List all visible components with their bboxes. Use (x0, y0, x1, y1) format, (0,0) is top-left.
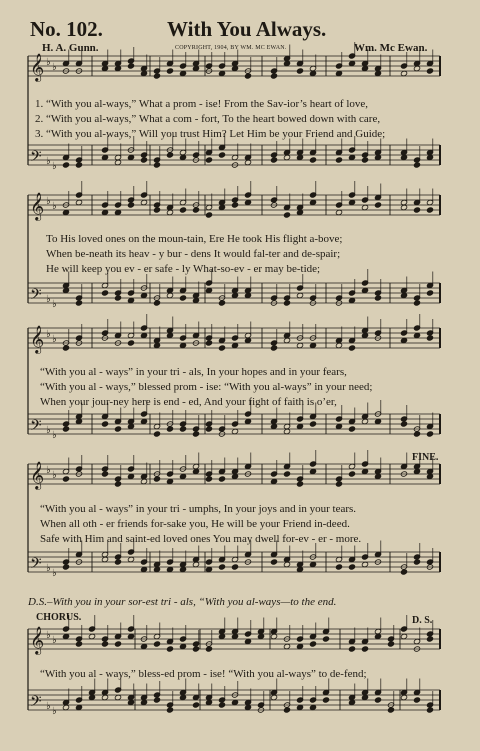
notehead (166, 707, 173, 713)
notehead (166, 68, 173, 74)
notehead (114, 426, 121, 432)
notehead (75, 300, 82, 306)
lyric-line: 3. “With you al-ways,” Will you trust Him? Let Him be your Friend and Guide; (35, 128, 386, 140)
bass-clef: 𝄢 (30, 286, 42, 307)
notehead (153, 697, 160, 703)
notehead (62, 476, 69, 482)
flat-sign: ♭ (46, 196, 51, 207)
notehead (218, 702, 225, 708)
notehead (270, 559, 277, 565)
lyric-line: When all oth - er friends for-sake you, He will be your Friend in-deed. (40, 518, 350, 530)
notehead (192, 207, 199, 213)
notehead (348, 646, 355, 652)
notehead (153, 207, 160, 213)
notehead (231, 202, 238, 208)
notehead (153, 73, 160, 79)
notehead (348, 564, 355, 570)
ds-lyric-line: D.S.–With you in your sor-est tri - als, “With you al-ways—to the end. (28, 596, 337, 608)
flat-sign: ♭ (46, 425, 51, 436)
notehead (179, 207, 186, 213)
notehead (387, 707, 394, 713)
notehead (192, 431, 199, 437)
notehead (283, 707, 290, 713)
notehead (309, 157, 316, 163)
notehead (153, 476, 160, 482)
flat-sign: ♭ (52, 470, 57, 481)
notehead (166, 426, 173, 432)
lyric-line: “With you al - ways,” blessed prom - ise: “With you al-ways” in your need; (40, 381, 373, 393)
notehead (127, 340, 134, 346)
notehead (413, 300, 420, 306)
copyright-notice: COPYRIGHT, 1904, BY WM. MC EWAN. (175, 45, 287, 51)
notehead (270, 73, 277, 79)
notehead (166, 646, 173, 652)
treble-clef: 𝄞 (30, 461, 45, 489)
flat-sign: ♭ (52, 635, 57, 646)
notehead (192, 702, 199, 708)
notehead (192, 646, 199, 652)
treble-clef: 𝄞 (30, 192, 45, 220)
treble-clef: 𝄞 (30, 53, 45, 81)
notehead (348, 345, 355, 351)
notehead (348, 426, 355, 432)
notehead (322, 697, 329, 703)
lyric-line: 1. “With you al-ways,” What a prom - ise! From the Sav-ior’s heart of love, (35, 98, 369, 110)
composer-credit: H. A. Gunn. (42, 42, 99, 54)
notehead (270, 345, 277, 351)
lyric-line: When your jour-ney here is end - ed, And your fight of faith is o’er, (40, 396, 337, 408)
flat-sign: ♭ (46, 156, 51, 167)
notehead (114, 559, 121, 565)
notehead (101, 421, 108, 427)
notehead (413, 559, 420, 565)
notehead (127, 63, 134, 69)
notehead (400, 421, 407, 427)
notehead (322, 636, 329, 642)
flat-sign: ♭ (46, 465, 51, 476)
ds-mark: D. S. (412, 615, 433, 626)
notehead (101, 290, 108, 296)
notehead (283, 212, 290, 218)
notehead (413, 697, 420, 703)
notehead (218, 300, 225, 306)
lyric-line: When be-neath its heav - y bur - dens It would fal-ter and de-spair; (46, 248, 341, 260)
notehead (426, 68, 433, 74)
flat-sign: ♭ (46, 57, 51, 68)
notehead (361, 157, 368, 163)
notehead (348, 471, 355, 477)
flat-sign: ♭ (52, 334, 57, 345)
notehead (400, 569, 407, 575)
notehead (114, 641, 121, 647)
chorus-label: CHORUS. (36, 612, 82, 623)
notehead (413, 207, 420, 213)
notehead (205, 476, 212, 482)
lyric-line: He will keep you ev - er safe - ly What-so-ev - er may be-tide; (46, 263, 321, 275)
notehead (296, 481, 303, 487)
notehead (205, 212, 212, 218)
notehead (179, 295, 186, 301)
hymn-number: No. 102. (30, 17, 103, 41)
flat-sign: ♭ (46, 563, 51, 574)
notehead (296, 68, 303, 74)
notehead (114, 295, 121, 301)
bass-clef: 𝄢 (30, 555, 42, 576)
flat-sign: ♭ (46, 701, 51, 712)
notehead (153, 300, 160, 306)
notehead (166, 152, 173, 158)
flat-sign: ♭ (46, 630, 51, 641)
notehead (387, 641, 394, 647)
notehead (101, 641, 108, 647)
lyric-line: 2. “With you al-ways,” What a com - fort, To the heart bowed down with care, (35, 113, 381, 125)
notehead (309, 421, 316, 427)
flat-sign: ♭ (52, 430, 57, 441)
notehead (218, 152, 225, 158)
flat-sign: ♭ (52, 62, 57, 73)
notehead (127, 202, 134, 208)
notehead (153, 431, 160, 437)
notehead (62, 162, 69, 168)
lyric-line: “With you al - ways,” bless-ed prom - ise! “With you al-ways” to de-fend; (40, 668, 367, 680)
notehead (205, 426, 212, 432)
notehead (426, 207, 433, 213)
notehead (205, 340, 212, 346)
lyricist-credit: Wm. Mc Ewan. (354, 42, 428, 54)
lyric-line: “With you al - ways” in your tri - als, In your hopes and in your fears, (40, 366, 347, 378)
notehead (374, 202, 381, 208)
bass-clef: 𝄢 (30, 693, 42, 714)
notehead (335, 157, 342, 163)
notehead (75, 162, 82, 168)
notehead (426, 636, 433, 642)
notehead (205, 646, 212, 652)
notehead (179, 426, 186, 432)
notehead (62, 426, 69, 432)
notehead (244, 73, 251, 79)
notehead (374, 295, 381, 301)
notehead (114, 481, 121, 487)
notehead (231, 564, 238, 570)
flat-sign: ♭ (52, 161, 57, 172)
notehead (75, 641, 82, 647)
notehead (374, 697, 381, 703)
notehead (101, 471, 108, 477)
notehead (426, 290, 433, 296)
flat-sign: ♭ (52, 706, 57, 717)
bass-clef: 𝄢 (30, 417, 42, 438)
flat-sign: ♭ (46, 329, 51, 340)
notehead (413, 162, 420, 168)
fine-mark: FINE. (412, 452, 439, 463)
notehead (153, 162, 160, 168)
treble-clef: 𝄞 (30, 325, 45, 353)
notehead (62, 345, 69, 351)
flat-sign: ♭ (52, 299, 57, 310)
notehead (335, 564, 342, 570)
notehead (413, 431, 420, 437)
notehead (335, 481, 342, 487)
flat-sign: ♭ (46, 294, 51, 305)
notehead (218, 345, 225, 351)
lyric-line: Safe with Him and saint-ed loved ones You may dwell for-ev - er - more. (40, 533, 362, 545)
notehead (426, 431, 433, 437)
bass-clef: 𝄢 (30, 148, 42, 169)
notehead (140, 157, 147, 163)
hymn-title: With You Always. (167, 17, 327, 41)
treble-clef: 𝄞 (30, 626, 45, 654)
lyric-line: “With you al - ways” in your tri - umphs, In your joys and in your tears. (40, 503, 357, 515)
notehead (426, 707, 433, 713)
notehead (361, 646, 368, 652)
flat-sign: ♭ (52, 568, 57, 579)
lyric-line: To His loved ones on the moun-tain, Ere He took His flight a-bove; (46, 233, 343, 245)
notehead (218, 564, 225, 570)
notehead (426, 335, 433, 341)
notehead (153, 641, 160, 647)
notehead (205, 157, 212, 163)
notehead (62, 564, 69, 570)
notehead (270, 157, 277, 163)
flat-sign: ♭ (52, 201, 57, 212)
notehead (309, 641, 316, 647)
notehead (283, 471, 290, 477)
notehead (283, 300, 290, 306)
notehead (218, 476, 225, 482)
